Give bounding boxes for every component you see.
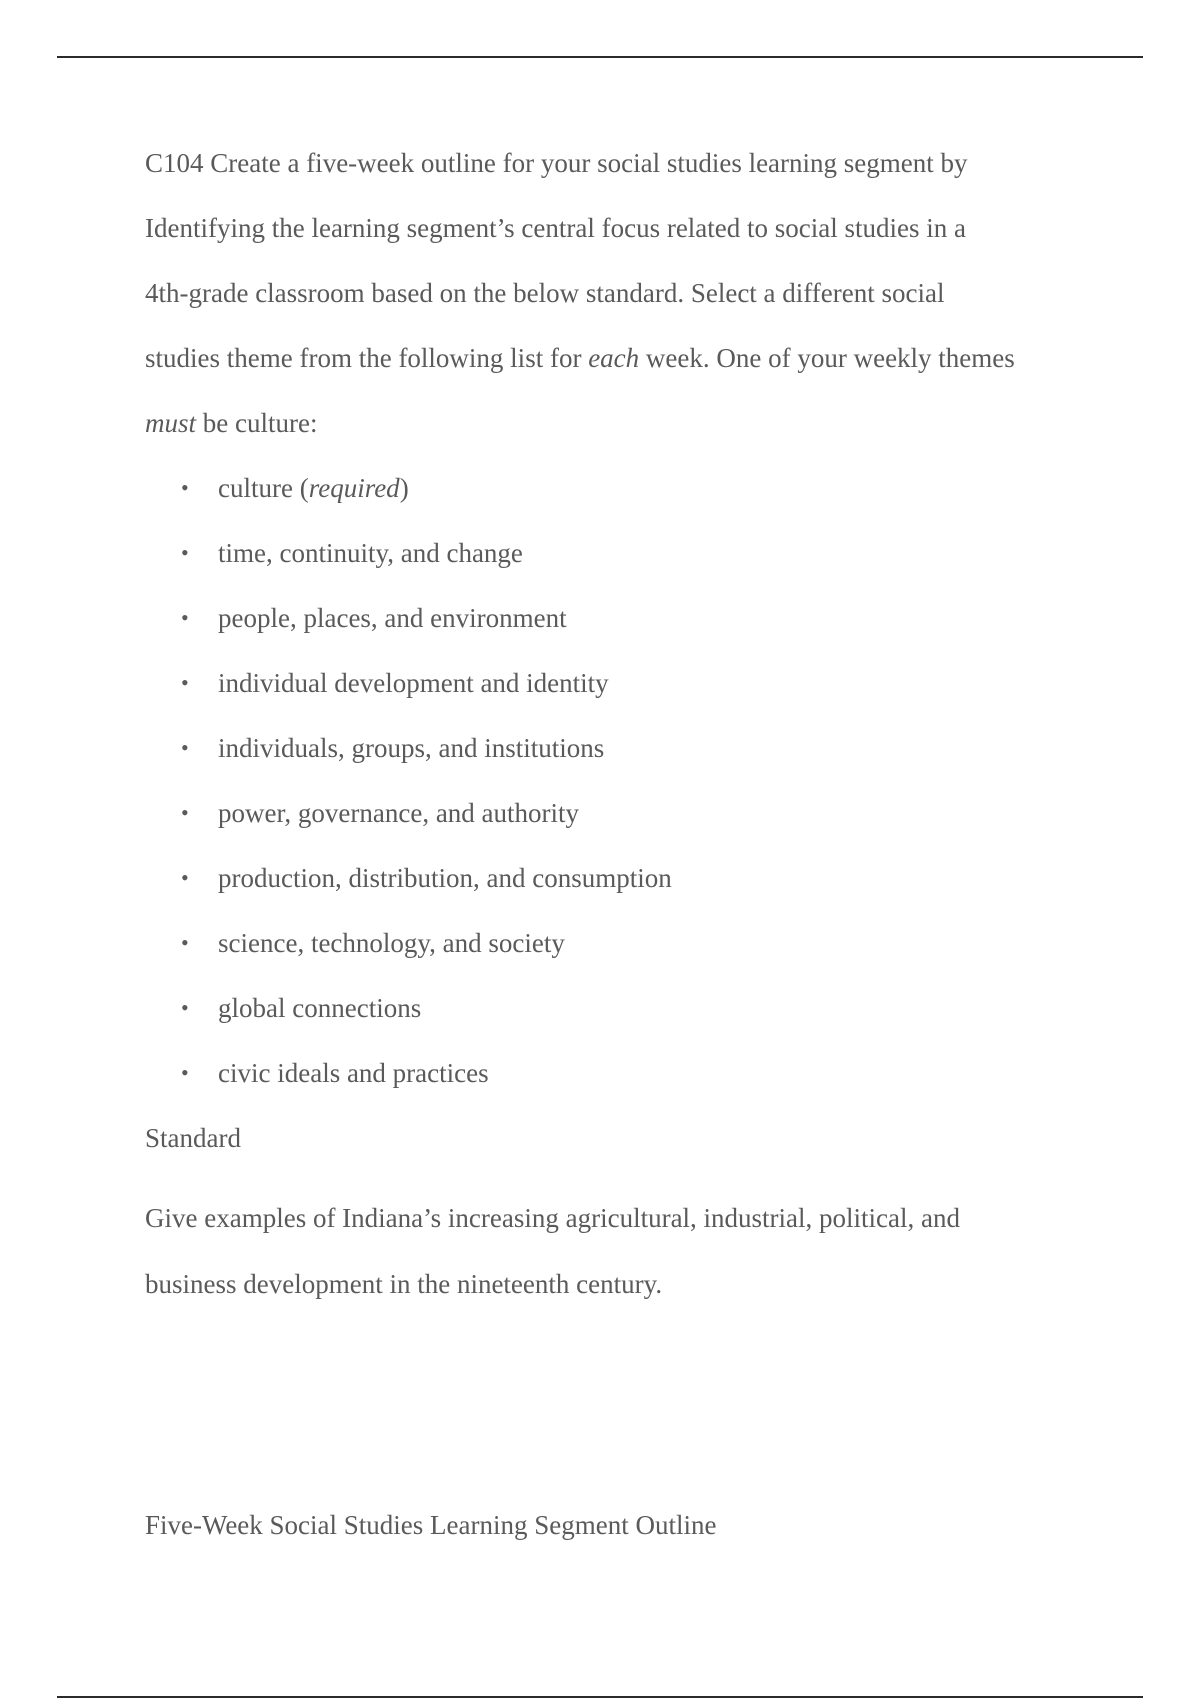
list-item-power-governance-authority (145, 788, 1075, 853)
intro-line-2: Identifying the learning segment’s central focus related to social studies in a (145, 213, 966, 243)
standard-line-1: Give examples of Indiana’s increasing agricultural, industrial, political, and (145, 1203, 960, 1233)
theme-list (145, 463, 1075, 1113)
theme-text: global connections (218, 993, 422, 1023)
bullet-icon: • (181, 540, 189, 565)
standard-line-2: business development in the nineteenth century. (145, 1269, 663, 1299)
intro-line-3: 4th-grade classroom based on the below standard. Select a different social (145, 278, 945, 308)
intro-line-5 (145, 398, 1075, 463)
list-item-individual-development-identity (145, 658, 1075, 723)
list-item-people-places-environment (145, 593, 1075, 658)
theme-text: civic ideals and practices (218, 1058, 489, 1088)
standard-heading: Standard (145, 1123, 241, 1153)
intro-line-1: C104 Create a five-week outline for your social studies learning segment by (145, 148, 968, 178)
theme-text: production, distribution, and consumption (218, 863, 672, 893)
bullet-icon: • (181, 1060, 189, 1085)
theme-text: individuals, groups, and institutions (218, 733, 605, 763)
theme-text: power, governance, and authority (218, 798, 580, 828)
theme-text: science, technology, and society (218, 928, 565, 958)
bullet-icon: • (181, 670, 189, 695)
intro-paragraph (145, 138, 1075, 463)
emphasis-must: must (145, 408, 197, 438)
intro-line-5-end: be culture: (196, 408, 318, 438)
intro-line-4-start: studies theme from the following list for (145, 343, 589, 373)
bullet-icon: • (181, 475, 189, 500)
intro-line-4 (145, 333, 1075, 398)
theme-text: time, continuity, and change (218, 538, 523, 568)
list-item-culture (145, 463, 1075, 528)
bullet-icon: • (181, 800, 189, 825)
list-item-civic-ideals-practices (145, 1048, 1075, 1113)
standard-paragraph (145, 1193, 1075, 1325)
top-rule (57, 56, 1143, 58)
emphasis-each: each (588, 343, 640, 373)
emphasis-required: required (308, 473, 400, 503)
list-item-production-distribution-consumption (145, 853, 1075, 918)
theme-text: individual development and identity (218, 668, 609, 698)
bullet-icon: • (181, 995, 189, 1020)
list-item-individuals-groups-institutions (145, 723, 1075, 788)
outline-title: Five-Week Social Studies Learning Segment Outline (145, 1510, 717, 1540)
theme-text: people, places, and environment (218, 603, 567, 633)
theme-text-close: ) (399, 473, 409, 503)
bullet-icon: • (181, 865, 189, 890)
list-item-science-technology-society (145, 918, 1075, 983)
intro-line-4-end: week. One of your weekly themes (639, 343, 1015, 373)
list-item-global-connections (145, 983, 1075, 1048)
bullet-icon: • (181, 930, 189, 955)
bottom-rule (57, 1696, 1143, 1698)
theme-text: culture ( (218, 473, 309, 503)
bullet-icon: • (181, 735, 189, 760)
document-body (145, 138, 1075, 1325)
bullet-icon: • (181, 605, 189, 630)
list-item-time-continuity-change (145, 528, 1075, 593)
